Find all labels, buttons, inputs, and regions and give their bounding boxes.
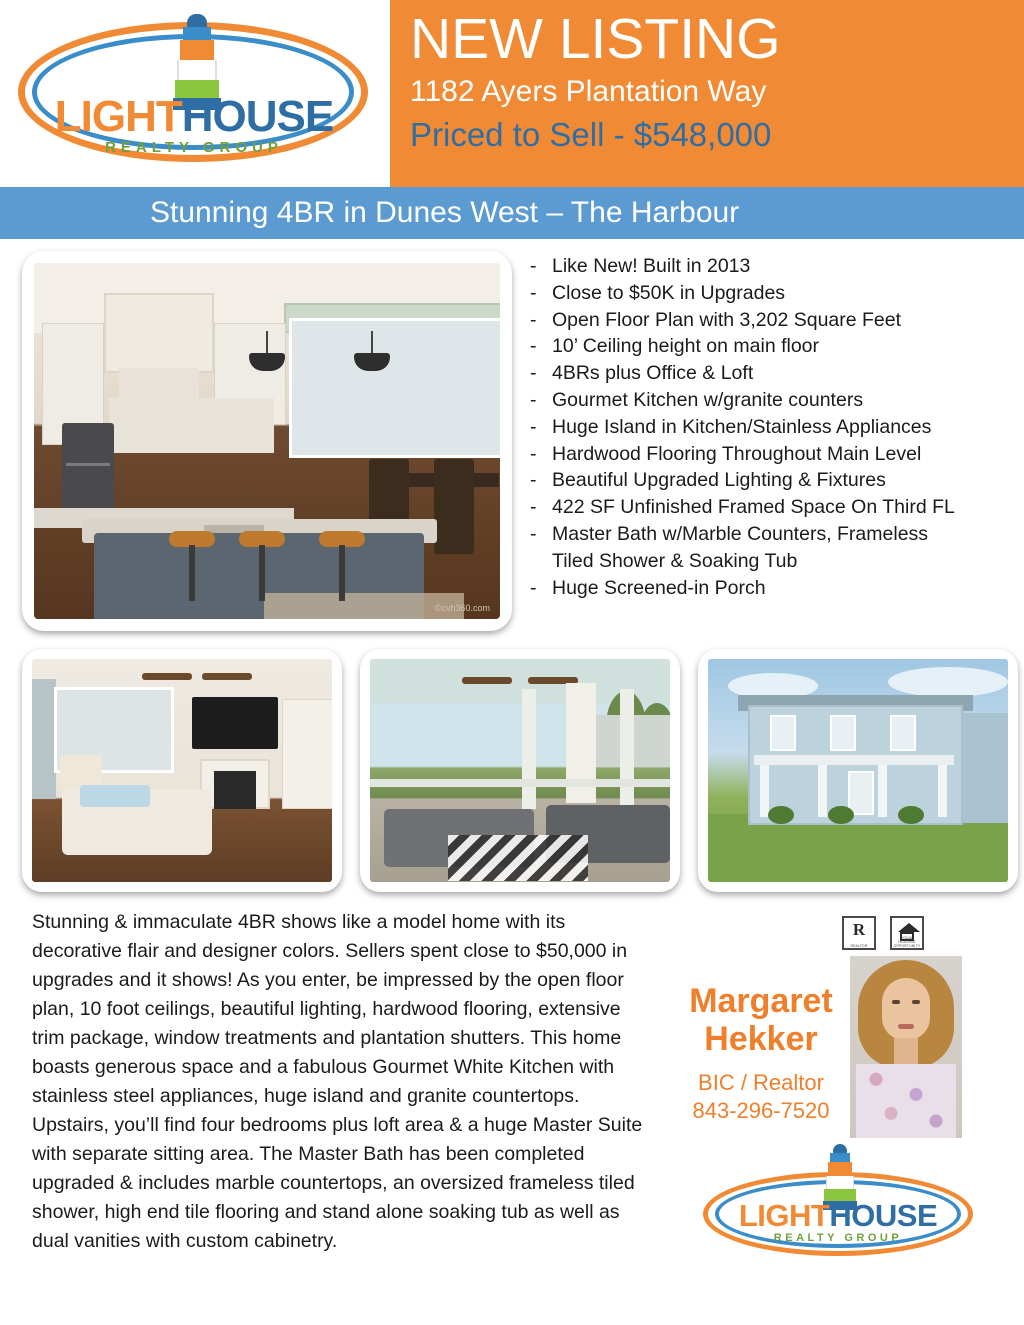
feature-item	[530, 360, 1014, 387]
realtor-caption: REALTOR	[850, 944, 868, 948]
feature-bullet: -	[530, 415, 537, 438]
ceiling-fan-icon	[462, 669, 578, 687]
feature-item	[530, 414, 1014, 441]
flyer-header	[0, 0, 1024, 187]
ceiling-fan-icon	[142, 665, 252, 685]
feature-item	[530, 575, 1014, 602]
headline: NEW LISTING	[410, 7, 781, 71]
feature-item-continuation	[530, 548, 1014, 575]
feature-label: Beautiful Upgraded Lighting & Fixtures	[552, 469, 886, 492]
feature-item	[530, 307, 1014, 334]
property-address: 1182 Ayers Plantation Way	[410, 75, 767, 108]
feature-label: 4BRs plus Office & Loft	[552, 362, 754, 385]
eho-caption: EQUAL HOUSING OPPORTUNITY	[893, 936, 921, 948]
photo-card	[22, 649, 342, 892]
feature-bullet: -	[530, 255, 537, 277]
feature-item	[530, 387, 1014, 414]
lighthouse-logo-icon	[10, 6, 380, 181]
logo-tagline: REALTY GROUP	[105, 139, 283, 156]
feature-label: Close to $50K in Upgrades	[552, 281, 786, 304]
feature-list	[512, 251, 1024, 631]
home-exterior-photo	[708, 659, 1008, 882]
realtor-letter: R	[852, 920, 866, 939]
agent-card	[672, 956, 1004, 1138]
screened-porch-photo	[370, 659, 670, 882]
feature-bullet: -	[530, 335, 537, 358]
feature-label: Huge Island in Kitchen/Stainless Appliances	[552, 415, 932, 438]
agent-last-name: Hekker	[704, 1020, 818, 1058]
feature-label: Huge Screened-in Porch	[552, 576, 766, 599]
feature-item	[530, 333, 1014, 360]
feature-label: 10’ Ceiling height on main floor	[552, 335, 820, 358]
footer-logo-tagline: REALTY GROUP	[773, 1232, 903, 1244]
footer-logo-word-house: HOUSE	[829, 1198, 938, 1233]
logo-word-light: LIGHT	[54, 92, 182, 141]
footer-logo-wordmark	[715, 1198, 961, 1234]
feature-item	[530, 441, 1014, 468]
hero-and-features	[0, 239, 1024, 631]
feature-label: Master Bath w/Marble Counters, Frameless	[552, 522, 929, 545]
footer-logo-word-light: LIGHT	[738, 1198, 830, 1233]
feature-label: Open Floor Plan with 3,202 Square Feet	[552, 308, 902, 331]
equal-housing-icon	[890, 916, 924, 950]
agent-phone[interactable]: 843-296-7520	[692, 1098, 830, 1123]
feature-bullet: -	[530, 281, 537, 304]
feature-item	[530, 467, 1014, 494]
feature-bullet: -	[530, 576, 537, 599]
feature-item	[530, 253, 1014, 280]
agent-panel	[652, 908, 1004, 1262]
feature-label: Gourmet Kitchen w/granite counters	[552, 388, 864, 411]
feature-bullet: -	[530, 388, 537, 411]
agent-first-name: Margaret	[689, 982, 833, 1020]
compliance-badges	[672, 916, 1004, 950]
feature-label: 422 SF Unfinished Framed Space On Third FL	[552, 496, 955, 519]
photo-card	[360, 649, 680, 892]
property-description: Stunning & immaculate 4BR shows like a model home with its decorative flair and designer colors. Sellers spent close to $50,000 in upgrades and it shows! As you enter, be impressed by the open floor plan, 10 foot ceilings, beautiful lighting, hardwood flooring, extensive trim package, window treatments and plantation shutters. This home boasts generous space and a fabulous Gourmet White Kitchen with stainless steel appliances, huge island and granite countertops. Upstairs, you’ll find four bedrooms plus loft area & a huge Master Suite with separate sitting area. The Master Bath has been completed upgraded & includes marble countertops, an oversized frameless tiled shower, high end tile flooring and stand alone soaking tub as well as dual vanities with custom cabinetry.	[32, 911, 643, 1252]
feature-bullet: -	[530, 496, 537, 519]
feature-label: Like New! Built in 2013	[552, 255, 751, 277]
feature-item	[530, 280, 1014, 307]
realtor-icon	[842, 916, 876, 950]
kitchen-photo	[34, 263, 500, 619]
agent-info	[672, 956, 850, 1138]
agent-title: BIC / Realtor	[698, 1070, 824, 1095]
feature-bullet: -	[530, 362, 537, 385]
feature-item	[530, 521, 1014, 548]
feature-bullet: -	[530, 308, 537, 331]
flyer-body	[0, 239, 1024, 1262]
subhead-text: Stunning 4BR in Dunes West – The Harbour	[150, 196, 740, 229]
feature-bullet-blank	[530, 548, 552, 575]
subhead-bar	[0, 187, 1024, 239]
feature-bullet: -	[530, 469, 537, 492]
logo-word-house: HOUSE	[181, 92, 334, 141]
photo-gallery	[0, 631, 1024, 892]
price-line: Priced to Sell - $548,000	[410, 116, 772, 153]
header-banner	[390, 0, 1024, 187]
hero-photo-card	[22, 251, 512, 631]
feature-bullet: -	[530, 522, 537, 545]
feature-item	[530, 494, 1014, 521]
feature-label: Hardwood Flooring Throughout Main Level	[552, 442, 922, 465]
footer-section	[0, 892, 1024, 1262]
living-room-photo	[32, 659, 332, 882]
feature-bullet: -	[530, 442, 537, 465]
photo-card	[698, 649, 1018, 892]
logo-block	[0, 0, 390, 187]
logo-wordmark	[44, 92, 344, 142]
agent-headshot	[850, 956, 962, 1138]
footer-lighthouse-logo-icon	[693, 1142, 983, 1262]
feature-label: Tiled Shower & Soaking Tub	[552, 549, 798, 572]
photo-credit: ©cvh360.com	[434, 603, 490, 613]
